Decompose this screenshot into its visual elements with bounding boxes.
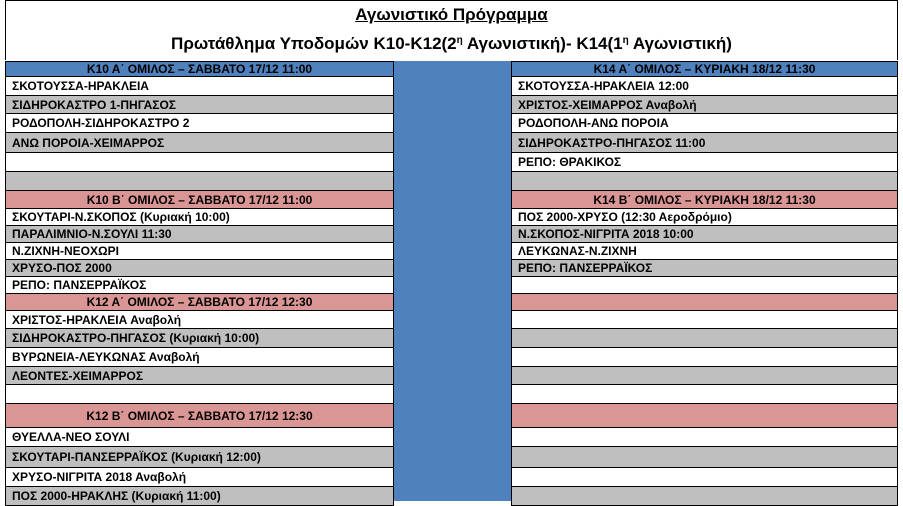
match-row — [5, 153, 394, 172]
empty-row — [511, 385, 898, 404]
match-row: ΛΕΟΝΤΕΣ-ΧΕΙΜΑΡΡΟΣ — [5, 367, 394, 385]
column-divider — [394, 61, 511, 501]
match-row: ΒΥΡΩΝΕΙΑ-ΛΕΥΚΩΝΑΣ Αναβολή — [5, 348, 394, 367]
subtitle-part-b: Αγωνιστική)- Κ14(1 — [462, 34, 623, 53]
match-row: ΧΡΙΣΤΟΣ-ΧΕΙΜΑΡΡΟΣ Αναβολή — [511, 96, 898, 114]
match-row — [5, 385, 394, 404]
group-header-k12a: Κ12 Α΄ ΟΜΙΛΟΣ – ΣΑΒΒΑΤΟ 17/12 12:30 — [5, 294, 394, 311]
subtitle-part-a: Πρωτάθλημα Υποδομών Κ10-Κ12(2 — [171, 34, 457, 53]
match-row — [5, 172, 394, 191]
empty-row — [511, 468, 898, 487]
match-row: ΠΑΡΑΛΙΜΝΙΟ-Ν.ΣΟΥΛΙ 11:30 — [5, 226, 394, 243]
empty-row — [511, 329, 898, 348]
match-row: ΡΟΔΟΠΟΛΗ-ΑΝΩ ΠΟΡΟΙΑ — [511, 114, 898, 133]
right-column — [511, 61, 898, 506]
group-header-k14a: Κ14 Α΄ ΟΜΙΛΟΣ – ΚΥΡΙΑΚΗ 18/12 11:30 — [511, 61, 898, 77]
match-row: ΠΟΣ 2000-ΧΡΥΣΟ (12:30 Αεροδρόμιο) — [511, 209, 898, 226]
empty-header-row — [511, 404, 898, 428]
match-row — [511, 172, 898, 191]
match-row: ΣΙΔΗΡΟΚΑΣΤΡΟ 1-ΠΗΓΑΣΟΣ — [5, 96, 394, 114]
match-row: ΡΕΠΟ: ΠΑΝΣΕΡΡΑΪΚΟΣ — [5, 277, 394, 294]
match-row: ΣΚΟΥΤΑΡΙ-ΠΑΝΣΕΡΡΑΪΚΟΣ (Κυριακή 12:00) — [5, 447, 394, 468]
match-row: ΑΝΩ ΠΟΡΟΙΑ-ΧΕΙΜΑΡΡΟΣ — [5, 133, 394, 153]
match-row: ΡΟΔΟΠΟΛΗ-ΣΙΔΗΡΟΚΑΣΤΡΟ 2 — [5, 114, 394, 133]
match-row: ΧΡΥΣΟ-ΠΟΣ 2000 — [5, 260, 394, 277]
empty-row — [511, 367, 898, 385]
empty-row — [511, 487, 898, 506]
document-header — [5, 0, 898, 60]
match-row: ΘΥΕΛΛΑ-ΝΕΟ ΣΟΥΛΙ — [5, 428, 394, 447]
match-row: ΣΚΟΤΟΥΣΣΑ-ΗΡΑΚΛΕΙΑ 12:00 — [511, 77, 898, 96]
empty-row — [511, 428, 898, 447]
match-row: ΣΚΟΤΟΥΣΣΑ-ΗΡΑΚΛΕΙΑ — [5, 77, 394, 96]
match-row: ΧΡΙΣΤΟΣ-ΗΡΑΚΛΕΙΑ Αναβολή — [5, 311, 394, 329]
empty-row — [511, 348, 898, 367]
group-header-k14b: Κ14 Β΄ ΟΜΙΛΟΣ – ΚΥΡΙΑΚΗ 18/12 11:30 — [511, 191, 898, 209]
empty-row — [511, 447, 898, 468]
match-row — [511, 277, 898, 294]
match-row: ΡΕΠΟ: ΠΑΝΣΕΡΡΑΪΚΟΣ — [511, 260, 898, 277]
empty-header-row — [511, 294, 898, 311]
match-row: ΣΙΔΗΡΟΚΑΣΤΡΟ-ΠΗΓΑΣΟΣ (Κυριακή 10:00) — [5, 329, 394, 348]
match-row: Ν.ΖΙΧΝΗ-ΝΕΟΧΩΡΙ — [5, 243, 394, 260]
match-row: ΣΙΔΗΡΟΚΑΣΤΡΟ-ΠΗΓΑΣΟΣ 11:00 — [511, 133, 898, 153]
group-header-k12b: Κ12 Β΄ ΟΜΙΛΟΣ – ΣΑΒΒΑΤΟ 17/12 12:30 — [5, 404, 394, 428]
left-column — [5, 61, 394, 506]
match-row: ΧΡΥΣΟ-ΝΙΓΡΙΤΑ 2018 Αναβολή — [5, 468, 394, 487]
match-row: ΠΟΣ 2000-ΗΡΑΚΛΗΣ (Κυριακή 11:00) — [5, 487, 394, 506]
match-row: ΣΚΟΥΤΑΡΙ-Ν.ΣΚΟΠΟΣ (Κυριακή 10:00) — [5, 209, 394, 226]
group-header-k10b: Κ10 Β΄ ΟΜΙΛΟΣ – ΣΑΒΒΑΤΟ 17/12 11:00 — [5, 191, 394, 209]
match-row: ΡΕΠΟ: ΘΡΑΚΙΚΟΣ — [511, 153, 898, 172]
match-row: Ν.ΣΚΟΠΟΣ-ΝΙΓΡΙΤΑ 2018 10:00 — [511, 226, 898, 243]
group-header-k10a: Κ10 Α΄ ΟΜΙΛΟΣ – ΣΑΒΒΑΤΟ 17/12 11:00 — [5, 61, 394, 77]
subtitle-part-c: Αγωνιστική) — [628, 34, 732, 53]
page-title: Αγωνιστικό Πρόγραμμα — [355, 5, 548, 24]
page-subtitle — [6, 31, 897, 54]
match-row: ΛΕΥΚΩΝΑΣ-Ν.ΖΙΧΝΗ — [511, 243, 898, 260]
subtitle-sup-1: η — [456, 35, 463, 46]
empty-row — [511, 311, 898, 329]
subtitle-sup-2: η — [622, 35, 629, 46]
